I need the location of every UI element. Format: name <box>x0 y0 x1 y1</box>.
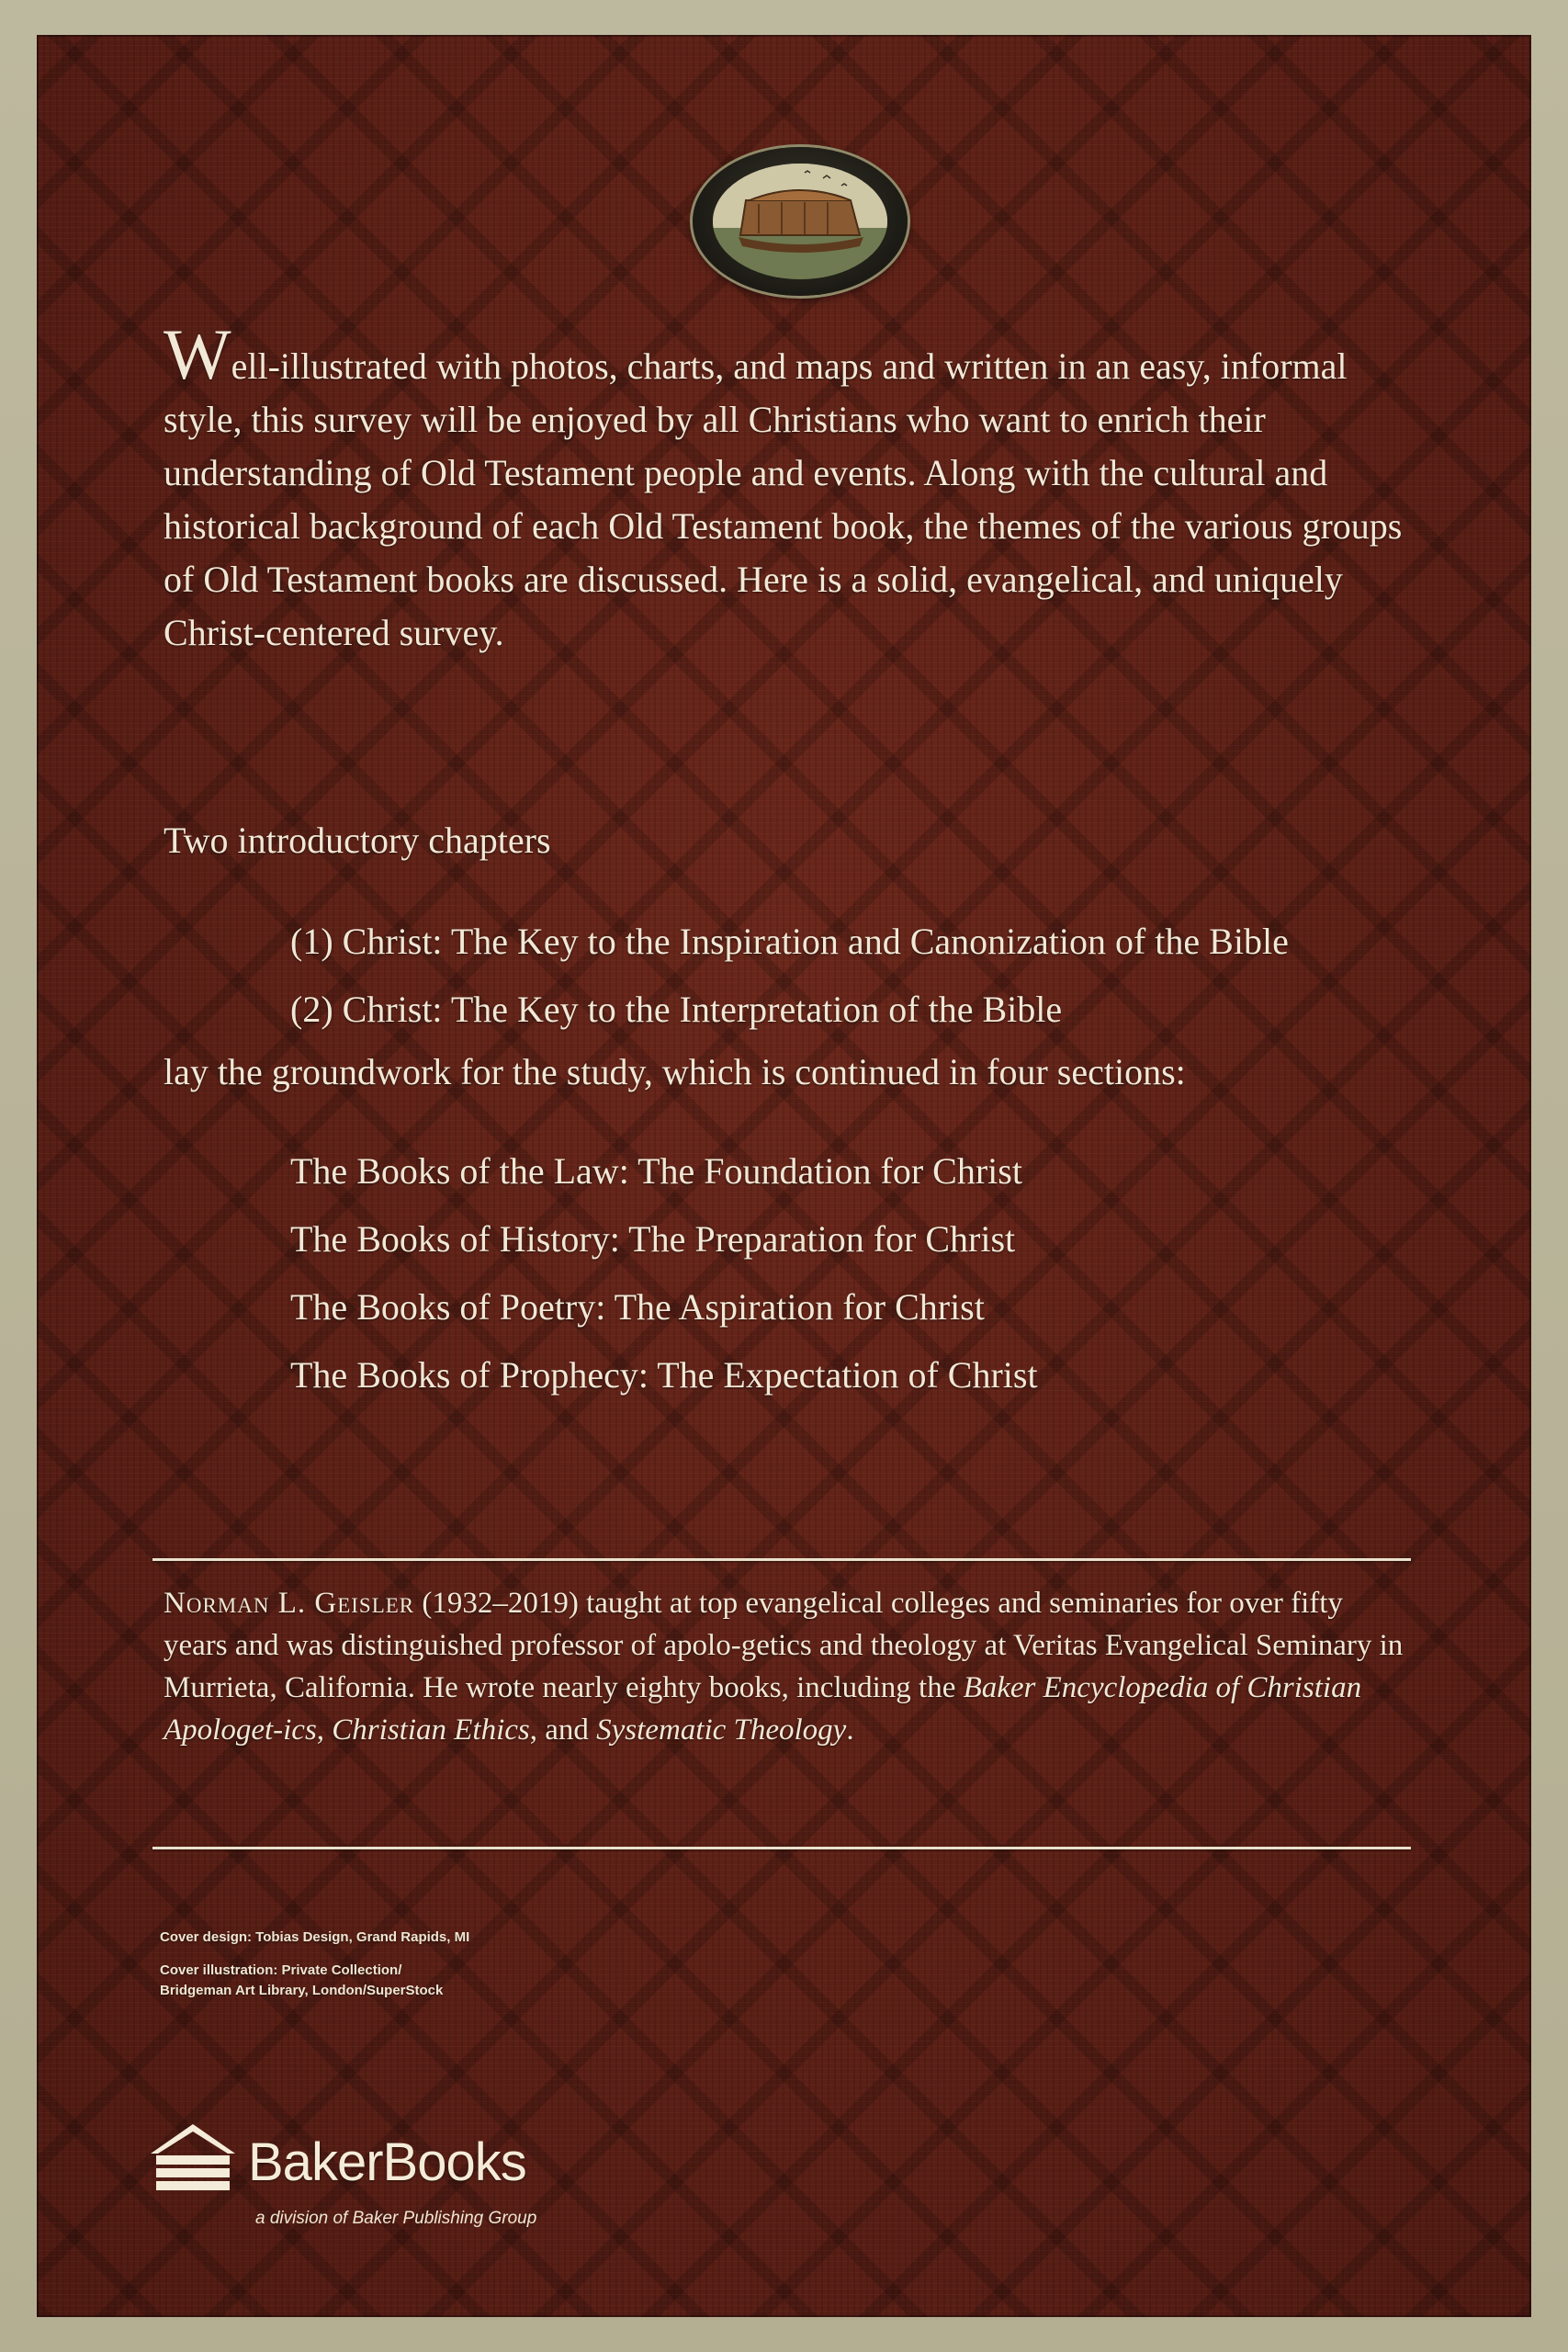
book-title: Baker Encyclopedia of Christian Apologet-ics <box>164 1671 1362 1747</box>
book-title: Christian Ethics <box>332 1713 530 1747</box>
chapter-list <box>290 908 1289 1044</box>
design-credit: Cover design: Tobias Design, Grand Rapids, MI <box>160 1929 470 1945</box>
publisher-tagline: a division of Baker Publishing Group <box>255 2209 537 2228</box>
chapters-heading: Two introductory chapters <box>164 820 551 861</box>
cover-credits <box>160 1928 469 2001</box>
intro-text: ell-illustrated with photos, charts, and maps and written in an easy, informal style, this survey will be enjoyed by all Christians who want to enrich their understanding of Old Testament people and events. Along with the cultural and historical background of each Old Testament book, the themes of the various groups of Old Testament books are discussed. Here is a solid, evangelical, and uniquely Christ-centered survey. <box>164 345 1403 653</box>
illustration-credit: Cover illustration: Private Collection/ <box>160 1962 402 1978</box>
section-item: The Books of History: The Preparation for Christ <box>290 1218 1016 1260</box>
book-title: Systematic Theology <box>596 1713 847 1747</box>
divider-top <box>152 1558 1411 1561</box>
baker-house-icon <box>145 2119 241 2194</box>
bio-text: (1932–2019) taught at top evangelical colleges and seminaries for over fifty years and was distinguished professor of apolo-getics and theology at Veritas Evangelical Seminary in Murrieta, California. He wrote nearly eighty books, including the <box>164 1587 1404 1704</box>
bio-end: . <box>846 1713 854 1747</box>
chapter-item: (1) Christ: The Key to the Inspiration and Canonization of the Bible <box>290 921 1289 962</box>
section-item: The Books of Poetry: The Aspiration for Christ <box>290 1286 985 1328</box>
publisher-name: BakerBooks <box>248 2132 526 2192</box>
illustration-credit-cont: Bridgeman Art Library, London/SuperStock <box>160 1983 444 1998</box>
author-bio <box>164 1582 1413 1751</box>
publisher-logo <box>145 2119 623 2229</box>
divider-bottom <box>152 1847 1411 1849</box>
section-item: The Books of the Law: The Foundation for Christ <box>290 1150 1022 1192</box>
chapter-item: (2) Christ: The Key to the Interpretation of the Bible <box>290 989 1063 1030</box>
section-item: The Books of Prophecy: The Expectation of Christ <box>290 1354 1038 1396</box>
bio-separator: , <box>316 1713 333 1747</box>
noahs-ark-cameo-icon <box>693 147 908 296</box>
bio-separator: , and <box>529 1713 597 1747</box>
intro-paragraph <box>164 314 1422 660</box>
author-name: Norman L. Geisler <box>164 1587 415 1620</box>
chapters-continuation: lay the groundwork for the study, which is continued in four sections: <box>164 1051 1186 1092</box>
drop-cap: W <box>164 314 231 394</box>
section-list <box>290 1137 1038 1409</box>
